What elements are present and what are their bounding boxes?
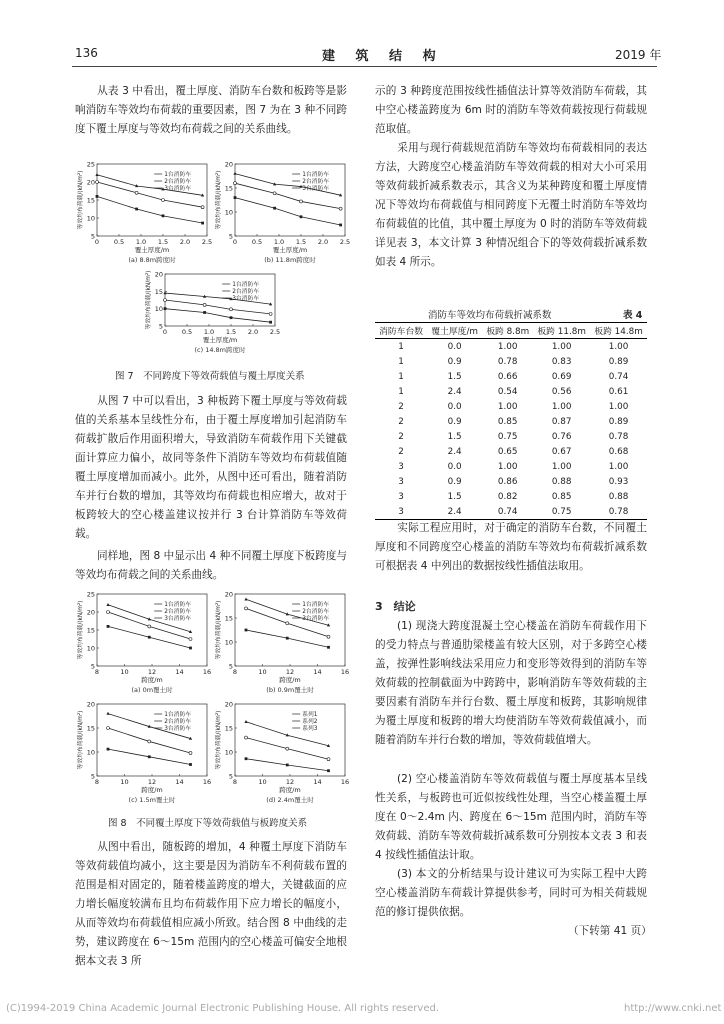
data-point xyxy=(148,625,151,628)
table4-title: 消防车等效均布荷载折减系数 xyxy=(428,310,552,321)
x-tick-label: 12 xyxy=(147,778,157,786)
x-tick-label: 0.5 xyxy=(251,238,263,246)
table-row xyxy=(375,444,647,459)
table4 xyxy=(375,322,647,520)
left-para-1: 从表 3 中看出，覆土厚度、消防车台数和板跨等是影响消防车等效均布荷载的重要因素，图 7 为在 3 种不同跨度下覆土厚度与等效均布荷载之间的关系曲线。 xyxy=(75,85,347,135)
legend-entry: 1台消防车 xyxy=(164,172,192,178)
fig7-caption: 图 7 不同跨度下等效荷载值与覆土厚度关系 xyxy=(115,371,305,382)
data-point xyxy=(327,646,330,649)
table-row xyxy=(375,384,647,399)
table-cell: 0.75 xyxy=(533,504,590,520)
table-cell: 0.74 xyxy=(482,504,533,520)
data-point xyxy=(148,636,151,639)
table-cell: 1 xyxy=(398,356,404,367)
data-point xyxy=(189,763,192,766)
y-tick-label: 10 xyxy=(86,748,95,757)
fig8c-chart xyxy=(75,700,213,810)
data-point xyxy=(107,748,110,751)
y-tick-label: 5 xyxy=(158,322,163,331)
data-point xyxy=(230,316,233,319)
data-point xyxy=(244,597,247,600)
data-point xyxy=(327,635,330,638)
fig7c-chart xyxy=(143,270,281,360)
data-point xyxy=(189,647,192,650)
legend-entry: 2台消防车 xyxy=(302,609,330,615)
table-row xyxy=(375,474,647,489)
table-cell: 3 xyxy=(375,504,427,520)
data-point xyxy=(244,720,247,723)
table-cell: 1 xyxy=(398,386,404,397)
table-cell: 1.00 xyxy=(497,461,518,472)
legend-entry: 2台消防车 xyxy=(164,719,192,725)
data-point xyxy=(327,769,330,772)
table-cell: 1 xyxy=(398,371,404,382)
table-cell: 0.68 xyxy=(608,446,629,457)
table4-col-header: 覆土厚度/m xyxy=(427,323,482,339)
table4-col-header: 板跨 14.8m xyxy=(590,323,647,339)
conclusion-2: (2) 空心楼盖消防车等效荷载值与覆土厚度基本呈线性关系，与板跨也可近似按线性处理，当空心楼盖覆土厚度在 0～2.4m 内、跨度在 6～15m 范围内时，消防车等效荷载、消防车等效荷载折减系数可分别按本文表 3 和表 4 按线性插值法计取。 xyxy=(375,773,647,861)
right-para-1: 示的 3 种跨度范围按线性插值法计算等效消防车荷载，其中空心楼盖跨度为 6m 时的消防车等效荷载按现行荷载规范取值。 xyxy=(375,85,647,135)
y-tick-label: 20 xyxy=(154,270,163,279)
table-row xyxy=(375,459,647,474)
data-point xyxy=(230,308,233,311)
y-tick-label: 10 xyxy=(86,644,95,653)
header-rule xyxy=(72,66,657,67)
x-tick-label: 16 xyxy=(340,668,350,676)
y-axis-label: 等效均布荷载/(kN/m²) xyxy=(146,270,152,330)
fig7b-chart xyxy=(213,160,351,270)
x-tick-label: 8 xyxy=(232,668,238,676)
table-cell: 0.74 xyxy=(608,371,629,382)
data-point xyxy=(148,740,151,743)
data-point xyxy=(273,192,276,195)
y-tick-label: 20 xyxy=(86,700,95,709)
table-cell: 0.9 xyxy=(447,416,462,427)
data-point xyxy=(245,757,248,760)
x-tick-label: 16 xyxy=(202,668,212,676)
data-point xyxy=(203,311,206,314)
footer-copyright: (C)1994-2019 China Academic Journal Electronic Publishing House. All rights reserved. xyxy=(6,1003,439,1014)
y-tick-label: 5 xyxy=(228,662,233,671)
conclusion-1: (1) 现浇大跨度混凝土空心楼盖在消防车荷载作用下的受力特点与普通肋梁楼盖有较大区别，对于多跨空心楼盖，按弹性影响线法采用应力和变形等效得到的消防车等效荷载的控制截面为中跨跨中，影响消防车等效荷载的主要因素有消防车并行台数、覆土厚度和板跨，其影响规律为覆土厚度和板跨的增大均使消防车等效荷载值减小，而随着消防车并行台数的增加，等效荷载值增大。 xyxy=(375,620,647,746)
y-tick-label: 20 xyxy=(224,700,233,709)
section-title-conclusion: 3 结论 xyxy=(375,600,416,613)
table-cell: 2 xyxy=(398,446,404,457)
y-tick-label: 25 xyxy=(86,160,95,169)
y-tick-label: 10 xyxy=(86,214,95,223)
x-tick-label: 16 xyxy=(202,778,212,786)
fig8b-chart xyxy=(213,590,351,700)
legend-entry: 1台消防车 xyxy=(232,282,260,288)
data-point xyxy=(269,321,272,324)
fig7a-chart xyxy=(75,160,213,270)
table4-header-row xyxy=(375,323,647,339)
legend-entry: 1台消防车 xyxy=(164,602,192,608)
table-cell: 2.4 xyxy=(427,504,482,520)
data-point xyxy=(162,214,165,217)
table-cell: 0.83 xyxy=(551,356,572,367)
data-point xyxy=(107,727,110,730)
y-tick-label: 5 xyxy=(228,772,233,781)
page-number: 136 xyxy=(75,46,98,60)
chart-caption: (b) 11.8m跨度时 xyxy=(264,256,316,264)
x-tick-label: 1.5 xyxy=(157,238,169,246)
table-cell: 3 xyxy=(398,476,404,487)
data-point xyxy=(233,172,236,175)
series-line xyxy=(97,196,203,223)
data-point xyxy=(300,200,303,203)
table-cell: 0.66 xyxy=(497,371,518,382)
legend-entry: 1台消防车 xyxy=(164,712,192,718)
x-tick-label: 12 xyxy=(285,668,295,676)
data-point xyxy=(148,755,151,758)
table-cell: 0.82 xyxy=(497,491,518,502)
chart-caption: (a) 8.8m跨度时 xyxy=(128,256,176,264)
table-cell: 0.86 xyxy=(497,476,518,487)
x-tick-label: 2.5 xyxy=(201,238,213,246)
table-cell: 0.88 xyxy=(551,476,572,487)
table-cell: 0.78 xyxy=(497,356,518,367)
chart-caption: (c) 14.8m跨度时 xyxy=(194,346,246,354)
table-cell: 3 xyxy=(398,491,404,502)
x-axis-label: 覆土厚度/m xyxy=(134,246,170,254)
table-cell: 3 xyxy=(398,461,404,472)
data-point xyxy=(135,208,138,211)
x-tick-label: 8 xyxy=(94,778,100,786)
legend-entry: 2台消防车 xyxy=(164,179,192,185)
y-tick-label: 20 xyxy=(224,590,233,599)
table-cell: 2.4 xyxy=(447,446,462,457)
table-cell: 0.87 xyxy=(551,416,572,427)
y-tick-label: 15 xyxy=(224,614,233,623)
x-tick-label: 2.5 xyxy=(339,238,351,246)
y-axis-label: 等效均布荷载/(kN/m²) xyxy=(216,710,222,770)
continued-note: （下转第 41 页） xyxy=(568,925,652,937)
footer-site: http://www.cnki.net xyxy=(624,1003,722,1014)
x-tick-label: 8 xyxy=(94,668,100,676)
x-tick-label: 2.0 xyxy=(179,238,191,246)
table-cell: 0.9 xyxy=(447,476,462,487)
legend-entry: 3台消防车 xyxy=(164,186,192,192)
table-cell: 0.9 xyxy=(447,356,462,367)
table-cell: 0.75 xyxy=(497,431,518,442)
data-point xyxy=(135,191,138,194)
x-tick-label: 14 xyxy=(175,778,184,786)
y-tick-label: 5 xyxy=(90,662,95,671)
data-point xyxy=(234,196,237,199)
table-cell: 0.85 xyxy=(551,491,572,502)
y-tick-label: 15 xyxy=(224,184,233,193)
data-point xyxy=(162,199,165,202)
x-tick-label: 10 xyxy=(120,668,129,676)
table-cell: 0.56 xyxy=(551,386,572,397)
table-row xyxy=(375,354,647,369)
table-cell: 2 xyxy=(398,431,404,442)
x-tick-label: 14 xyxy=(175,668,184,676)
table-row xyxy=(375,414,647,429)
legend-entry: 2台消防车 xyxy=(232,289,260,295)
y-tick-label: 20 xyxy=(86,178,95,187)
y-axis-label: 等效均布荷载/(kN/m²) xyxy=(78,600,84,660)
y-tick-label: 10 xyxy=(224,208,233,217)
x-tick-label: 12 xyxy=(285,778,295,786)
y-axis-label: 等效均布荷载/(kN/m²) xyxy=(78,710,84,770)
table-cell: 1.00 xyxy=(551,341,572,352)
table-cell: 0.76 xyxy=(551,431,572,442)
legend-entry: 1台消防车 xyxy=(302,602,330,608)
left-para-3: 同样地，图 8 中显示出 4 种不同覆土厚度下板跨度与等效均布荷载之间的关系曲线。 xyxy=(75,550,347,581)
table-cell: 1.00 xyxy=(608,341,629,352)
table-row xyxy=(375,339,647,355)
series-line xyxy=(235,198,341,225)
data-point xyxy=(201,222,204,225)
x-tick-label: 1.0 xyxy=(203,328,215,336)
y-tick-label: 15 xyxy=(86,196,95,205)
data-point xyxy=(106,712,109,715)
legend-entry: 系列1 xyxy=(302,712,318,718)
x-axis-label: 跨度/m xyxy=(141,676,163,684)
legend-entry: 2台消防车 xyxy=(302,179,330,185)
legend-entry: 1台消防车 xyxy=(302,172,330,178)
x-tick-label: 14 xyxy=(313,778,322,786)
data-point xyxy=(234,182,237,185)
table-cell: 0.89 xyxy=(608,356,629,367)
legend-entry: 3台消防车 xyxy=(232,296,260,302)
table-row xyxy=(375,489,647,504)
legend-entry: 3台消防车 xyxy=(302,616,330,622)
legend-entry: 3台消防车 xyxy=(302,186,330,192)
legend-entry: 3台消防车 xyxy=(164,726,192,732)
table-cell: 0.0 xyxy=(447,401,462,412)
y-tick-label: 5 xyxy=(90,772,95,781)
chart-caption: (d) 2.4m覆土时 xyxy=(266,796,314,804)
data-point xyxy=(339,207,342,210)
figure-7 xyxy=(75,160,350,360)
x-tick-label: 1.0 xyxy=(135,238,147,246)
x-tick-label: 14 xyxy=(313,668,322,676)
series-line xyxy=(165,309,271,323)
table-cell: 0.88 xyxy=(608,491,629,502)
y-tick-label: 20 xyxy=(224,160,233,169)
table-row xyxy=(375,399,647,414)
data-point xyxy=(189,638,192,641)
y-tick-label: 20 xyxy=(86,608,95,617)
data-point xyxy=(339,224,342,227)
y-tick-label: 10 xyxy=(224,638,233,647)
fig8-caption: 图 8 不同覆土厚度下等效荷载值与板跨度关系 xyxy=(108,818,308,829)
table-cell: 0.67 xyxy=(551,446,572,457)
x-tick-label: 0.5 xyxy=(181,328,193,336)
legend-entry: 3台消防车 xyxy=(164,616,192,622)
table4-label: 表 4 xyxy=(623,310,643,321)
table-cell: 1.00 xyxy=(497,341,518,352)
table-row xyxy=(375,429,647,444)
y-tick-label: 15 xyxy=(154,287,163,296)
data-point xyxy=(273,207,276,210)
table-cell: 0.89 xyxy=(608,416,629,427)
data-point xyxy=(96,181,99,184)
x-axis-label: 跨度/m xyxy=(279,786,301,794)
data-point xyxy=(164,299,167,302)
x-axis-label: 覆土厚度/m xyxy=(272,246,308,254)
table-cell: 1.00 xyxy=(551,401,572,412)
data-point xyxy=(300,215,303,218)
data-point xyxy=(286,637,289,640)
journal-year: 2019 年 xyxy=(615,48,662,62)
table4-col-header: 消防车台数 xyxy=(375,323,427,339)
x-tick-label: 10 xyxy=(120,778,129,786)
table-row xyxy=(375,369,647,384)
fig8a-chart xyxy=(75,590,213,700)
table-cell: 1.5 xyxy=(447,431,462,442)
data-point xyxy=(96,195,99,198)
x-tick-label: 1.5 xyxy=(225,328,237,336)
data-point xyxy=(286,747,289,750)
data-point xyxy=(269,312,272,315)
y-axis-label: 等效均布荷载/(kN/m²) xyxy=(216,600,222,660)
left-para-4: 从图中看出，随板跨的增加，4 种覆土厚度下消防车等效荷载值均减小，这主要是因为消防车不利荷载布置的范围是相对固定的，随着楼盖跨度的增大，关键截面的应力增长幅度较满布且均布荷载作用下应力增长的幅度小，从而等效均布荷载值相应减小所致。结合图 8 中曲线的走势，建议跨度在 6～15m 范围内的空心楼盖可偏安全地根据本文表 3 所 xyxy=(75,841,347,967)
table-cell: 1.00 xyxy=(608,461,629,472)
table-cell: 2 xyxy=(398,416,404,427)
x-tick-label: 16 xyxy=(340,778,350,786)
table-cell: 0.69 xyxy=(551,371,572,382)
data-point xyxy=(107,611,110,614)
x-tick-label: 0 xyxy=(162,328,168,336)
table-cell: 2.4 xyxy=(447,386,462,397)
data-point xyxy=(189,751,192,754)
y-tick-label: 10 xyxy=(154,305,163,314)
chart-caption: (c) 1.5m覆土时 xyxy=(128,796,176,804)
data-point xyxy=(164,307,167,310)
x-axis-label: 跨度/m xyxy=(141,786,163,794)
data-point xyxy=(245,736,248,739)
x-axis-label: 跨度/m xyxy=(279,676,301,684)
table-cell: 0.54 xyxy=(497,386,518,397)
x-tick-label: 1.5 xyxy=(295,238,307,246)
y-axis-label: 等效均布荷载/(kN/m²) xyxy=(78,170,84,230)
table-cell: 0.78 xyxy=(608,431,629,442)
y-axis-label: 等效均布荷载/(kN/m²) xyxy=(216,170,222,230)
table-cell: 0.93 xyxy=(608,476,629,487)
x-axis-label: 覆土厚度/m xyxy=(202,336,238,344)
data-point xyxy=(245,629,248,632)
left-para-2: 从图 7 中可以看出，3 种板跨下覆土厚度与等效荷载值的关系基本呈线性分布，由于覆土厚度增加引起消防车荷载扩散后作用面积增大，导致消防车荷载作用下关键截面计算应力偏小，故同等条件下消防车等效均布荷载值随覆土厚度增加而减小。此外，从图中还可看出，随着消防车并行台数的增加，其等效均布荷载也相应增大，故对于板跨较大的空心楼盖建议按并行 3 台计算消防车等效荷载。 xyxy=(75,395,347,540)
chart-caption: (a) 0m覆土时 xyxy=(131,686,173,694)
data-point xyxy=(106,603,109,606)
table-cell: 1.00 xyxy=(497,401,518,412)
y-tick-label: 5 xyxy=(90,232,95,241)
table4-col-header: 板跨 11.8m xyxy=(533,323,590,339)
y-tick-label: 25 xyxy=(86,590,95,599)
x-tick-label: 0 xyxy=(94,238,100,246)
x-tick-label: 0 xyxy=(232,238,238,246)
figure-8 xyxy=(75,590,350,810)
legend-entry: 系列3 xyxy=(302,726,318,732)
x-tick-label: 2.0 xyxy=(247,328,259,336)
data-point xyxy=(245,607,248,610)
table-cell: 0.65 xyxy=(497,446,518,457)
y-tick-label: 15 xyxy=(86,724,95,733)
table-cell: 0.0 xyxy=(447,341,462,352)
y-tick-label: 15 xyxy=(224,724,233,733)
x-tick-label: 10 xyxy=(258,668,267,676)
table-cell: 0.0 xyxy=(447,461,462,472)
x-tick-label: 0.5 xyxy=(113,238,125,246)
table4-col-header: 板跨 8.8m xyxy=(482,323,533,339)
table-cell: 2 xyxy=(398,401,404,412)
table-cell: 0.78 xyxy=(590,504,647,520)
table-cell: 0.85 xyxy=(497,416,518,427)
journal-title: 建 筑 结 构 xyxy=(322,49,444,64)
table-row xyxy=(375,504,647,520)
y-tick-label: 15 xyxy=(86,626,95,635)
x-tick-label: 2.0 xyxy=(317,238,329,246)
x-tick-label: 1.0 xyxy=(273,238,285,246)
data-point xyxy=(201,206,204,209)
table-cell: 1.00 xyxy=(608,401,629,412)
x-tick-label: 8 xyxy=(232,778,238,786)
table-cell: 0.61 xyxy=(608,386,629,397)
data-point xyxy=(286,622,289,625)
data-point xyxy=(95,173,98,176)
y-tick-label: 10 xyxy=(224,748,233,757)
right-para-2: 采用与现行荷载规范消防车等效均布荷载相同的表达方法，大跨度空心楼盖消防车等效荷载的相对大小可采用等效荷载折减系数表示，其含义为某种跨度和覆土厚度情况下等效均布荷载值与相同跨度下无覆土时消防车等效均布荷载值的比值，其中覆土厚度为 0 时的消防车等效荷载详见表 3，本文计算 3 种情况组合下的等效荷载折减系数如表 4 所示。 xyxy=(375,142,647,268)
chart-caption: (b) 0.9m覆土时 xyxy=(266,686,314,694)
x-tick-label: 10 xyxy=(258,778,267,786)
table-cell: 1.5 xyxy=(447,491,462,502)
legend-entry: 2台消防车 xyxy=(164,609,192,615)
x-tick-label: 12 xyxy=(147,668,157,676)
fig8d-chart xyxy=(213,700,351,810)
x-tick-label: 2.5 xyxy=(269,328,281,336)
table-cell: 1 xyxy=(398,341,404,352)
conclusion-3: (3) 本文的分析结果与设计建议可为实际工程中大跨空心楼盖消防车荷载计算提供参考，同时可为相关荷载规范的修订提供依据。 xyxy=(375,868,647,918)
data-point xyxy=(286,764,289,767)
right-para-3: 实际工程应用时，对于确定的消防车台数，不同覆土厚度和不同跨度空心楼盖的消防车等效均布荷载折减系数可根据表 4 中列出的数据按线性插值法取用。 xyxy=(375,522,647,572)
table-cell: 1.00 xyxy=(551,461,572,472)
table-cell: 1.5 xyxy=(447,371,462,382)
data-point xyxy=(107,625,110,628)
legend-entry: 系列2 xyxy=(302,719,318,725)
data-point xyxy=(203,303,206,306)
data-point xyxy=(327,758,330,761)
y-tick-label: 5 xyxy=(228,232,233,241)
